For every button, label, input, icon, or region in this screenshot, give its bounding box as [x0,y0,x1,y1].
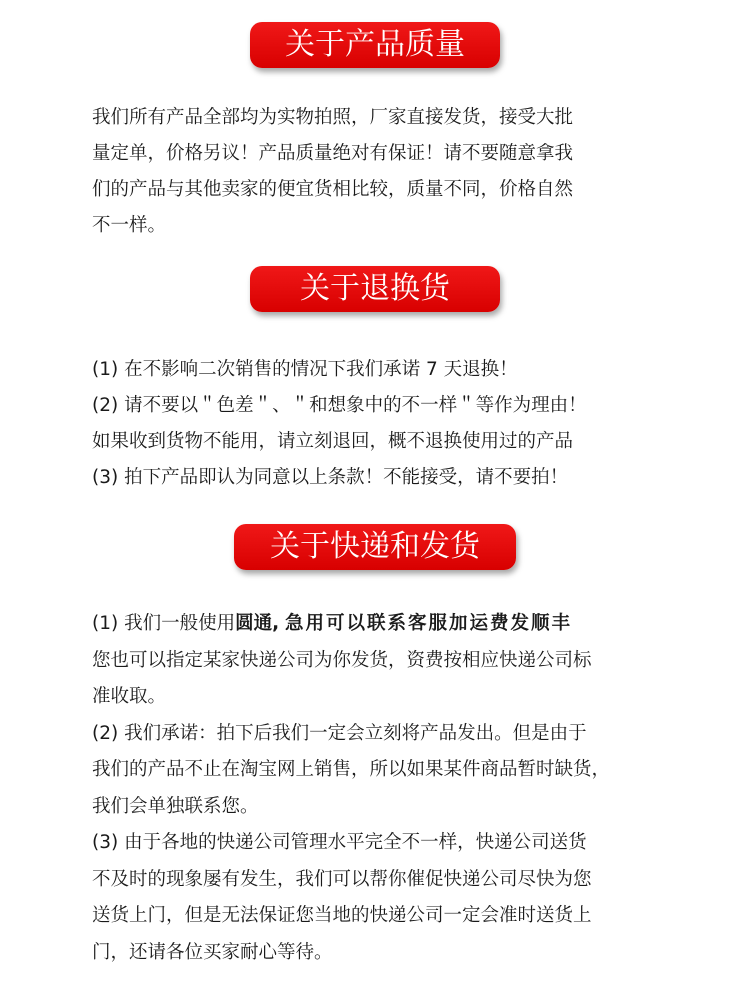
shipping-line-1 [92,606,672,643]
section-title-quality: 关于产品质量 [250,22,500,68]
quality-line: 不一样。 [92,215,167,236]
section-title-returns: 关于退换货 [250,266,500,312]
shipping-courier-name: 圆通, [235,613,280,634]
shipping-line: 您也可以指定某家快递公司为你发货，资费按相应快递公司标 [92,649,592,671]
shipping-extra-fee-note: 加运费发顺丰 [449,613,573,634]
quality-line: 们的产品与其他卖家的便宜货相比较，质量不同，价格自然 [92,179,574,200]
returns-text-block [92,352,672,496]
shipping-line: 我们的产品不止在淘宝网上销售，所以如果某件商品暂时缺货， [92,759,611,780]
shipping-line: 不及时的现象屡有发生，我们可以帮你催促快递公司尽快为您 [92,868,592,890]
shipping-line: 送货上门，但是无法保证您当地的快递公司一定会准时送货上 [92,905,592,926]
quality-line: 我们所有产品全部均为实物拍照，厂家直接发货，接受大批 [92,107,574,128]
section-title-shipping: 关于快递和发货 [234,524,516,570]
quality-text-block [92,100,672,244]
quality-line: 量定单，价格另议！产品质量绝对有保证！请不要随意拿我 [92,143,574,164]
shipping-line: 门，还请各位买家耐心等待。 [92,941,333,963]
shipping-text-block [92,606,672,971]
returns-line: (3) 拍下产品即认为同意以上条款！不能接受，请不要拍！ [92,467,569,488]
returns-line: 如果收到货物不能用，请立刻退回，概不退换使用过的产品 [92,431,574,452]
shipping-urgent-note: 急用可以联系客服 [285,613,450,634]
shipping-line: (3) 由于各地的快递公司管理水平完全不一样，快递公司送货 [92,832,587,853]
shipping-line: 我们会单独联系您。 [92,795,259,817]
shipping-line: 准收取。 [92,686,167,707]
returns-line: (2) 请不要以＂色差＂、＂和想象中的不一样＂等作为理由！ [92,395,587,416]
returns-line: (1) 在不影响二次销售的情况下我们承诺 7 天退换！ [92,359,518,380]
shipping-line: (2) 我们承诺：拍下后我们一定会立刻将产品发出。但是由于 [92,722,587,744]
shipping-line-1-prefix: (1) 我们一般使用 [92,613,236,634]
